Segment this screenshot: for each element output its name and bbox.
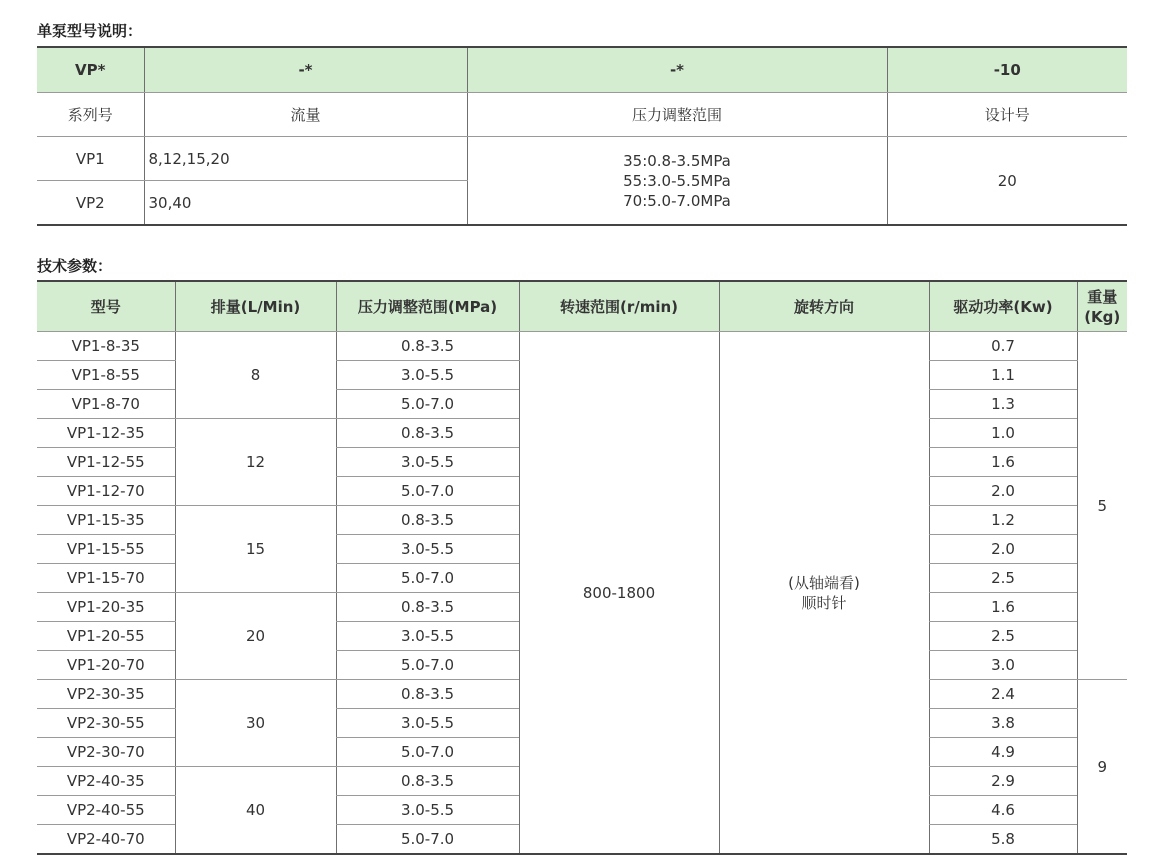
pressure-line: 70:5.0-7.0MPa bbox=[623, 191, 731, 210]
rotation-line: 顺时针 bbox=[801, 593, 847, 612]
specs-body bbox=[37, 332, 1127, 855]
flow-cell: 30,40 bbox=[144, 181, 467, 226]
header-model: 型号 bbox=[37, 281, 175, 332]
pressure-range-cell bbox=[467, 137, 887, 226]
model-cell: VP1-15-55 bbox=[37, 535, 175, 564]
model-cell: VP2-40-70 bbox=[66, 830, 145, 848]
pressure-cell: 0.8-3.5 bbox=[336, 593, 519, 622]
power-cell: 2.4 bbox=[929, 680, 1077, 709]
model-cell: VP2-30-55 bbox=[37, 709, 175, 738]
model-cell: VP1-12-35 bbox=[37, 419, 175, 448]
power-cell: 1.6 bbox=[929, 448, 1077, 477]
code-header-pressure: -* bbox=[467, 47, 887, 93]
pressure-cell: 5.0-7.0 bbox=[336, 477, 519, 506]
power-cell: 1.6 bbox=[929, 593, 1077, 622]
section-title-model: 单泵型号说明： bbox=[37, 22, 143, 40]
displacement-cell: 15 bbox=[175, 506, 336, 593]
flow-cell: 8,12,15,20 bbox=[144, 137, 467, 181]
power-cell: 2.9 bbox=[929, 767, 1077, 796]
power-cell: 1.0 bbox=[929, 419, 1077, 448]
code-header-series: VP* bbox=[37, 47, 144, 93]
specs-header-row bbox=[37, 281, 1127, 332]
power-cell: 2.0 bbox=[929, 477, 1077, 506]
model-code-table bbox=[37, 46, 1127, 226]
series-cell: VP2 bbox=[37, 181, 144, 226]
power-cell: 1.3 bbox=[929, 390, 1077, 419]
model-cell: VP1-8-35 bbox=[37, 332, 175, 361]
header-power: 驱动功率(Kw) bbox=[929, 281, 1077, 332]
pressure-line: 35:0.8-3.5MPa bbox=[623, 151, 731, 170]
power-cell: 4.9 bbox=[929, 738, 1077, 767]
model-cell: VP1-15-35 bbox=[37, 506, 175, 535]
header-rotation: 旋转方向 bbox=[719, 281, 929, 332]
pressure-cell: 5.0-7.0 bbox=[336, 738, 519, 767]
displacement-cell: 20 bbox=[175, 593, 336, 680]
header-displacement: 排量(L/Min) bbox=[175, 281, 336, 332]
model-cell: VP2-30-35 bbox=[37, 680, 175, 709]
pressure-cell: 5.0-7.0 bbox=[336, 651, 519, 680]
pressure-cell: 3.0-5.5 bbox=[336, 622, 519, 651]
weight-cell: 5 bbox=[1077, 332, 1127, 680]
header-speed-range: 转速范围(r/min) bbox=[519, 281, 719, 332]
pressure-cell: 3.0-5.5 bbox=[336, 448, 519, 477]
weight-cell: 9 bbox=[1077, 680, 1127, 855]
table-row bbox=[37, 137, 1127, 181]
model-cell: VP2-40-35 bbox=[37, 767, 175, 796]
model-code-header-row bbox=[37, 47, 1127, 93]
pressure-cell: 0.8-3.5 bbox=[336, 767, 519, 796]
model-cell: VP1-20-35 bbox=[37, 593, 175, 622]
tech-specs-table bbox=[37, 280, 1127, 855]
model-cell: VP1-20-70 bbox=[37, 651, 175, 680]
power-cell: 0.7 bbox=[929, 332, 1077, 361]
pressure-line: 55:3.0-5.5MPa bbox=[623, 171, 731, 190]
pressure-cell: 5.0-7.0 bbox=[336, 825, 519, 855]
model-cell: VP2-40-55 bbox=[37, 796, 175, 825]
label-flow: 流量 bbox=[144, 93, 467, 137]
pressure-cell: 0.8-3.5 bbox=[336, 332, 519, 361]
rotation-line: (从轴端看) bbox=[788, 573, 860, 592]
power-cell: 3.8 bbox=[929, 709, 1077, 738]
power-cell: 2.5 bbox=[929, 564, 1077, 593]
rotation-cell bbox=[719, 332, 929, 855]
design-number-cell: 20 bbox=[887, 137, 1127, 226]
model-cell: VP1-8-55 bbox=[37, 361, 175, 390]
pressure-cell: 0.8-3.5 bbox=[336, 506, 519, 535]
series-cell: VP1 bbox=[37, 137, 144, 181]
pressure-cell: 5.0-7.0 bbox=[336, 390, 519, 419]
pressure-cell: 3.0-5.5 bbox=[336, 535, 519, 564]
power-cell: 2.0 bbox=[929, 535, 1077, 564]
model-cell: VP1-20-55 bbox=[37, 622, 175, 651]
pressure-cell: 3.0-5.5 bbox=[336, 361, 519, 390]
displacement-cell: 12 bbox=[175, 419, 336, 506]
speed-range-cell: 800-1800 bbox=[519, 332, 719, 855]
model-cell: VP1-12-70 bbox=[37, 477, 175, 506]
model-cell: VP2-30-70 bbox=[37, 738, 175, 767]
header-weight: 重量(Kg) bbox=[1077, 281, 1127, 332]
pressure-cell: 5.0-7.0 bbox=[336, 564, 519, 593]
pressure-cell: 3.0-5.5 bbox=[336, 796, 519, 825]
power-cell: 5.8 bbox=[929, 825, 1077, 855]
power-cell: 2.5 bbox=[929, 622, 1077, 651]
code-header-flow: -* bbox=[144, 47, 467, 93]
power-cell: 1.1 bbox=[929, 361, 1077, 390]
model-code-label-row bbox=[37, 93, 1127, 137]
model-cell: VP1-15-70 bbox=[37, 564, 175, 593]
header-pressure-range: 压力调整范围(MPa) bbox=[336, 281, 519, 332]
pressure-cell: 0.8-3.5 bbox=[336, 419, 519, 448]
label-design: 设计号 bbox=[887, 93, 1127, 137]
displacement-cell: 8 bbox=[175, 332, 336, 419]
model-cell: VP1-8-70 bbox=[37, 390, 175, 419]
power-cell: 4.6 bbox=[929, 796, 1077, 825]
section-title-specs: 技术参数： bbox=[37, 257, 113, 275]
table-row bbox=[37, 332, 1127, 361]
displacement-cell: 40 bbox=[175, 767, 336, 855]
power-cell: 3.0 bbox=[929, 651, 1077, 680]
code-header-design: -10 bbox=[887, 47, 1127, 93]
label-series: 系列号 bbox=[37, 93, 144, 137]
label-pressure: 压力调整范围 bbox=[467, 93, 887, 137]
pressure-cell: 0.8-3.5 bbox=[336, 680, 519, 709]
power-cell: 1.2 bbox=[929, 506, 1077, 535]
model-cell: VP1-12-55 bbox=[37, 448, 175, 477]
pressure-cell: 3.0-5.5 bbox=[336, 709, 519, 738]
displacement-cell: 30 bbox=[175, 680, 336, 767]
